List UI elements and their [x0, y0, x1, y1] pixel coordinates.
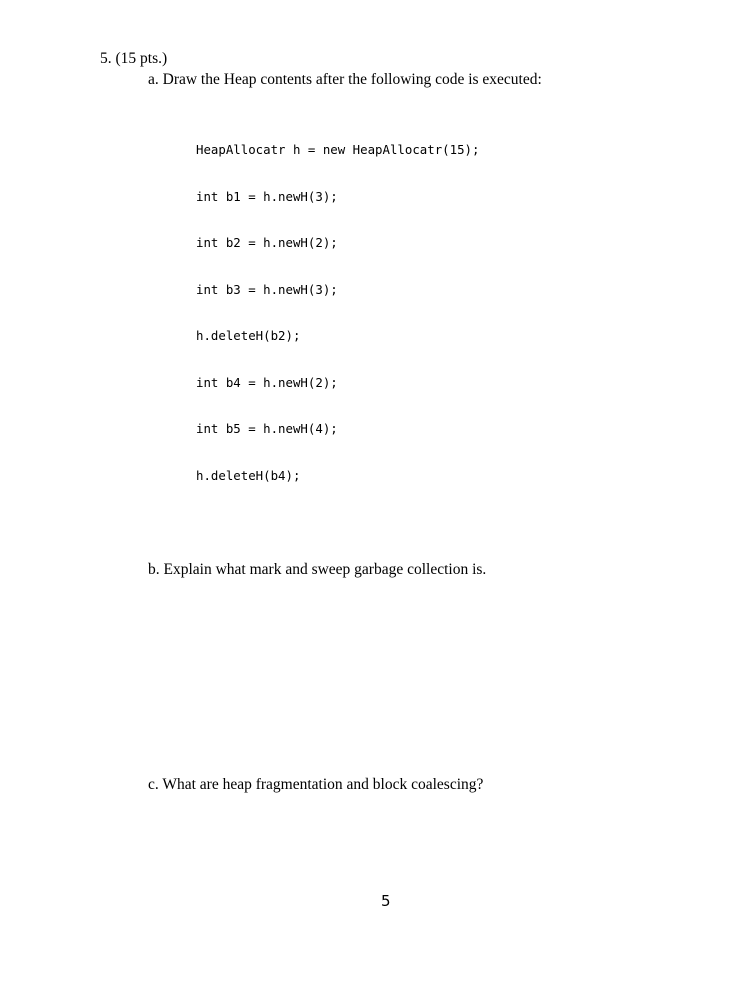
- question-header: 5. (15 pts.): [100, 50, 168, 67]
- code-line: HeapAllocatr h = new HeapAllocatr(15);: [196, 142, 480, 157]
- part-b-prompt: b. Explain what mark and sweep garbage collection is.: [148, 561, 487, 578]
- part-a-prompt: a. Draw the Heap contents after the following code is executed:: [148, 71, 542, 88]
- code-line: int b2 = h.newH(2);: [196, 235, 338, 250]
- code-line: h.deleteH(b2);: [196, 328, 301, 343]
- part-c-prompt: c. What are heap fragmentation and block coalescing?: [148, 776, 484, 793]
- page-number: 5: [381, 892, 391, 910]
- code-line: int b5 = h.newH(4);: [196, 421, 338, 436]
- code-line: int b3 = h.newH(3);: [196, 281, 338, 297]
- code-line: int b1 = h.newH(3);: [196, 188, 338, 204]
- code-block: [196, 111, 479, 499]
- code-line: h.deleteH(b4);: [196, 467, 301, 483]
- code-line: int b4 = h.newH(2);: [196, 374, 338, 390]
